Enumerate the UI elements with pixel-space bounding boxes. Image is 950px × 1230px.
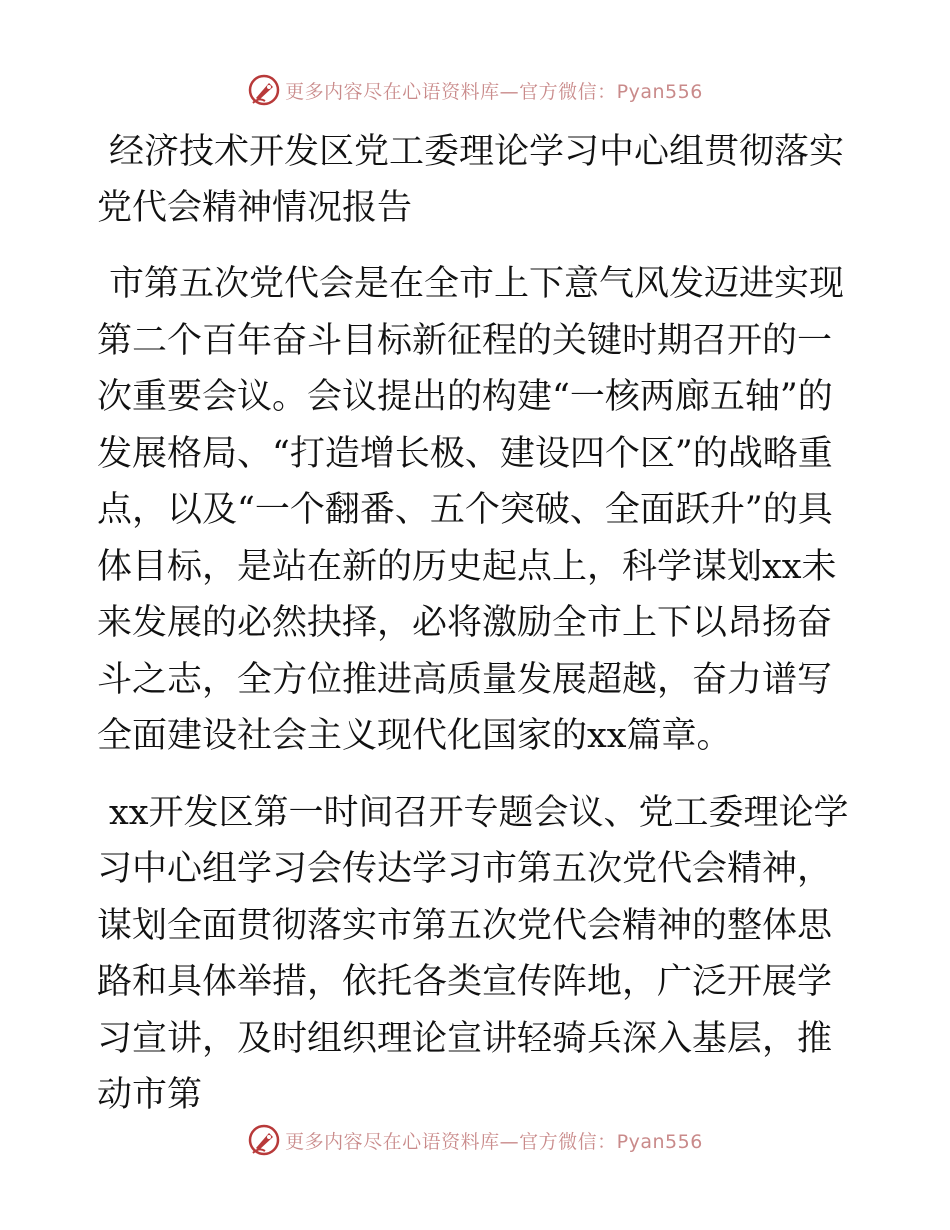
paragraph: xx开发区第一时间召开专题会议、党工委理论学习中心组学习会传达学习市第五次党代会精神，谋划全面贯彻落实市第五次党代会精神的整体思路和具体举措，依托各类宣传阵地，广泛开展学习宣讲，及时组织理论宣讲轻骑兵深入基层，推动市第 [97,792,849,1115]
watermark-text: 更多内容尽在心语资料库—官方微信：Pyan556 [285,1130,703,1153]
paragraph: 市第五次党代会是在全市上下意气风发迈进实现第二个百年奋斗目标新征程的关键时期召开的一次重要会议。会议提出的构建“一核两廊五轴”的发展格局、“打造增长极、建设四个区”的战略重点，以及“一个翻番、五个突破、全面跃升”的具体目标，是站在新的历史起点上，科学谋划xx未来发展的必然抉择，必将激励全市上下以昂扬奋斗之志，全方位推进高质量发展超越，奋力谱写全面建设社会主义现代化国家的xx篇章。 [97,264,845,756]
document-title: 经济技术开发区党工委理论学习中心组贯彻落实党代会精神情况报告 [97,132,845,228]
header-watermark [0,70,950,110]
pen-nib-circle-icon [247,73,281,107]
watermark-text: 更多内容尽在心语资料库—官方微信：Pyan556 [285,80,703,103]
footer-watermark [0,1120,950,1160]
pen-nib-circle-icon [247,1123,281,1157]
document-body [97,124,853,1124]
